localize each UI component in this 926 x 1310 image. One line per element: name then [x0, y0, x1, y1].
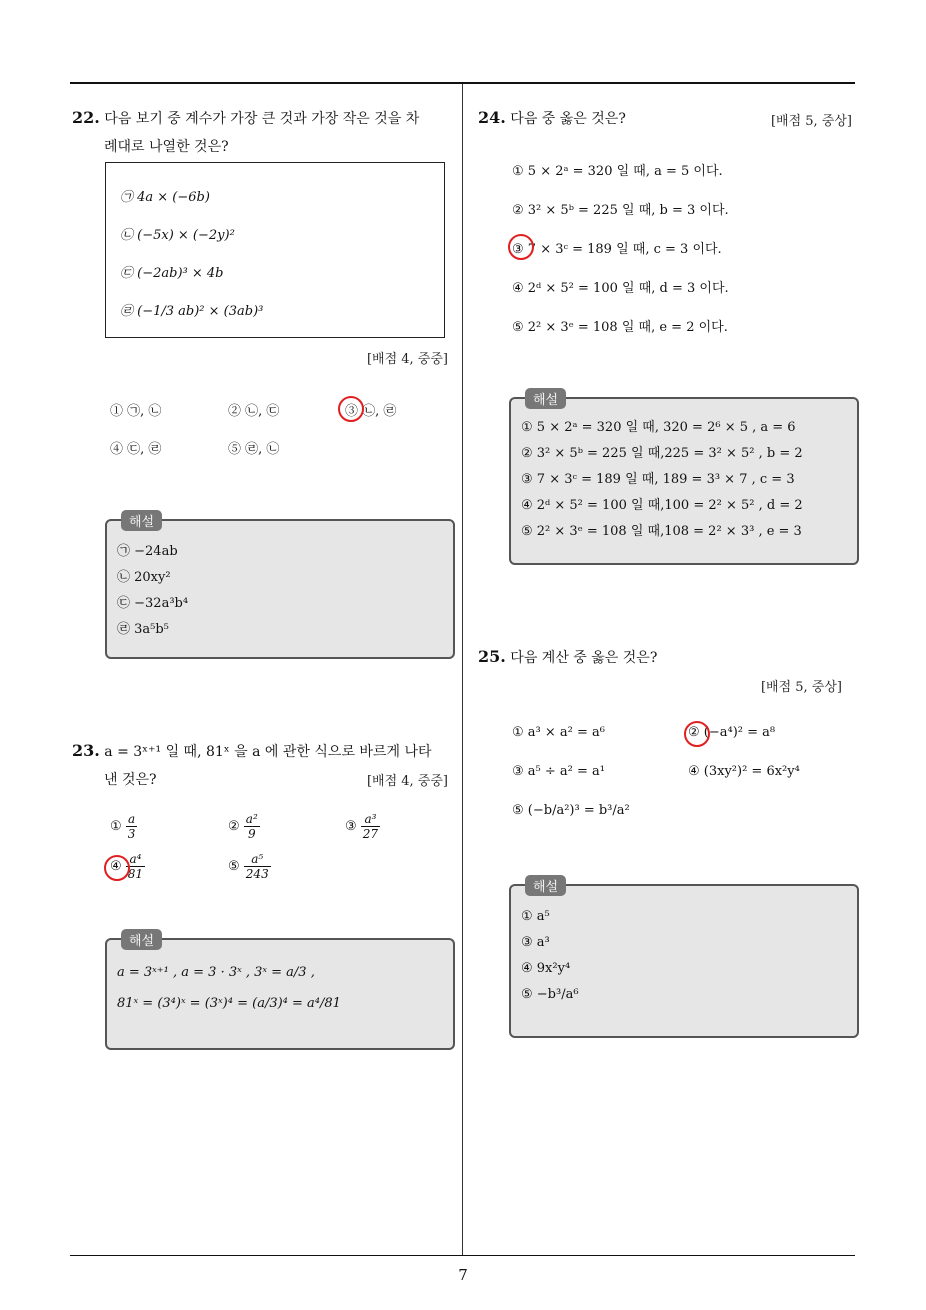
question-23-text-line1: 23. a = 3ˣ⁺¹ 일 때, 81ˣ 을 a 에 관한 식으로 바르게 나타 — [72, 741, 432, 760]
bottom-rule — [70, 1255, 855, 1256]
solution-line: ③ 7 × 3ᶜ = 189 일 때, 189 = 3³ × 7 , c = 3 — [521, 472, 795, 487]
q23-choice-3[interactable]: ③ $\frac{\text{a³}}{27}$ — [345, 812, 379, 841]
fraction: $\frac{\text{a²}}{9}$ — [245, 812, 258, 841]
q22-choice-1[interactable]: ① ㉠, ㉡ — [110, 404, 162, 419]
solution-line: ㉣ 3a⁵b⁵ — [117, 622, 169, 637]
q25-choice-5[interactable]: ⑤ (−b/a²)³ = b³/a² — [512, 803, 630, 818]
solution-line: ㉡ 20xy² — [117, 570, 171, 585]
solution-tag: 해설 — [525, 875, 566, 896]
solution-line: ⑤ −b³/a⁶ — [521, 987, 579, 1002]
q25-choice-1[interactable]: ① a³ × a² = a⁶ — [512, 725, 605, 740]
solution-line: ④ 9x²y⁴ — [521, 961, 571, 976]
answer-circle-mark — [338, 396, 364, 422]
question-25-meta: [배점 5, 중상] — [760, 680, 842, 695]
question-24-meta: [배점 5, 중상] — [770, 114, 852, 129]
answer-circle-mark — [508, 234, 534, 260]
solution-line: ③ a³ — [521, 935, 550, 950]
solution-line: ④ 2ᵈ × 5² = 100 일 때,100 = 2² × 5² , d = 2 — [521, 498, 803, 513]
q25-choice-2[interactable]: ② (−a⁴)² = a⁸ — [688, 725, 776, 740]
q24-choice-3[interactable]: ③ 7 × 3ᶜ = 189 일 때, c = 3 이다. — [512, 242, 722, 257]
q25-choice-4[interactable]: ④ (3xy²)² = 6x²y⁴ — [688, 764, 800, 779]
q23-choice-5[interactable]: ⑤ $\frac{\text{a⁵}}{243}$ — [228, 852, 269, 881]
column-divider — [462, 84, 463, 1256]
question-22-solution — [105, 515, 455, 659]
fraction: $\frac{\text{a⁴}}{81}$ — [127, 852, 144, 881]
question-24-text: 24. 다음 중 옳은 것은? — [478, 108, 626, 127]
question-number: 25. — [478, 647, 506, 666]
question-number: 23. — [72, 741, 100, 760]
q22-choice-2[interactable]: ② ㉡, ㉢ — [228, 404, 280, 419]
bogi-item-1: ㉠ 4a × (−6b) — [120, 190, 210, 205]
q23-choice-1[interactable]: ① $\frac{a}{3}$ — [110, 812, 136, 841]
solution-tag: 해설 — [121, 929, 162, 950]
q22-choice-4[interactable]: ④ ㉢, ㉣ — [110, 442, 162, 457]
question-23-meta: [배점 4, 중중] — [366, 774, 448, 789]
bogi-item-2: ㉡ (−5x) × (−2y)² — [120, 228, 235, 243]
solution-tag: 해설 — [121, 510, 162, 531]
q22-choice-5[interactable]: ⑤ ㉣, ㉡ — [228, 442, 280, 457]
question-22-text-line2: 례대로 나열한 것은? — [104, 139, 229, 155]
question-number: 22. — [72, 108, 100, 127]
solution-line: ② 3² × 5ᵇ = 225 일 때,225 = 3² × 5² , b = 2 — [521, 446, 803, 461]
fraction: $\frac{\text{a⁵}}{243}$ — [245, 852, 269, 881]
bogi-item-4: ㉣ (−1/3 ab)² × (3ab)³ — [120, 304, 264, 319]
question-22-bogi-box — [105, 162, 445, 338]
solution-line: a = 3ˣ⁺¹ , a = 3 · 3ˣ , 3ˣ = a/3 , — [117, 965, 315, 980]
q23-choice-4[interactable]: ④ $\frac{\text{a⁴}}{81}$ — [110, 852, 144, 881]
page-number: 7 — [458, 1266, 468, 1284]
q24-choice-4[interactable]: ④ 2ᵈ × 5² = 100 일 때, d = 3 이다. — [512, 281, 729, 296]
q25-choice-3[interactable]: ③ a⁵ ÷ a² = a¹ — [512, 764, 605, 779]
solution-line: ① 5 × 2ᵃ = 320 일 때, 320 = 2⁶ × 5 , a = 6 — [521, 420, 796, 435]
question-23-text-line2: 낸 것은? — [104, 772, 157, 788]
solution-line: ㉠ −24ab — [117, 544, 178, 559]
question-22-text-line1: 22. 다음 보기 중 계수가 가장 큰 것과 가장 작은 것을 차 — [72, 108, 420, 127]
answer-circle-mark — [684, 721, 710, 747]
solution-tag: 해설 — [525, 388, 566, 409]
solution-line: ① a⁵ — [521, 909, 550, 924]
question-22 — [72, 104, 457, 161]
q24-choice-5[interactable]: ⑤ 2² × 3ᵉ = 108 일 때, e = 2 이다. — [512, 320, 728, 335]
solution-line: 81ˣ = (3⁴)ˣ = (3ˣ)⁴ = (a/3)⁴ = a⁴/81 — [117, 996, 341, 1011]
question-25-solution — [509, 880, 859, 1038]
question-number: 24. — [478, 108, 506, 127]
question-24-solution — [509, 393, 859, 565]
fraction: $\frac{a}{3}$ — [127, 812, 136, 841]
q23-choice-2[interactable]: ② $\frac{\text{a²}}{9}$ — [228, 812, 258, 841]
question-25-text: 25. 다음 계산 중 옳은 것은? — [478, 647, 658, 666]
answer-circle-mark — [104, 855, 130, 881]
solution-line: ⑤ 2² × 3ᵉ = 108 일 때,108 = 2² × 3³ , e = 3 — [521, 524, 802, 539]
solution-line: ㉢ −32a³b⁴ — [117, 596, 189, 611]
q24-choice-1[interactable]: ① 5 × 2ᵃ = 320 일 때, a = 5 이다. — [512, 164, 723, 179]
question-22-meta: [배점 4, 중중] — [366, 352, 448, 367]
bogi-item-3: ㉢ (−2ab)³ × 4b — [120, 266, 224, 281]
q22-choice-3[interactable]: ③ ㉡, ㉣ — [345, 404, 397, 419]
question-23-solution — [105, 934, 455, 1050]
fraction: $\frac{\text{a³}}{27}$ — [362, 812, 379, 841]
q24-choice-2[interactable]: ② 3² × 5ᵇ = 225 일 때, b = 3 이다. — [512, 203, 729, 218]
